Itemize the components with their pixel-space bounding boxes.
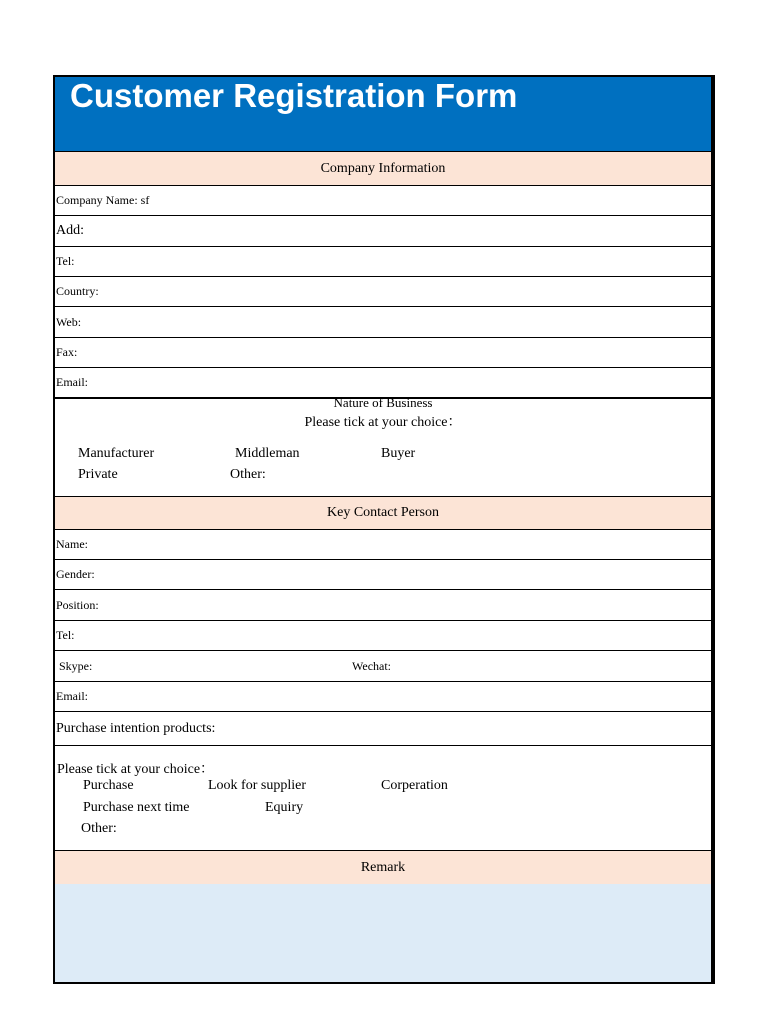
registration-form: [53, 75, 715, 984]
option-other[interactable]: Other:: [81, 821, 117, 836]
option-look-for-supplier[interactable]: Look for supplier: [208, 778, 306, 793]
contact-position-row[interactable]: [55, 590, 711, 621]
option-corperation[interactable]: Corperation: [381, 778, 448, 793]
contact-name-row[interactable]: [55, 529, 711, 560]
form-title: Customer Registration Form: [70, 77, 518, 114]
company-email-label: Email:: [56, 375, 88, 389]
contact-gender-label: Gender:: [56, 567, 95, 581]
option-private[interactable]: Private: [78, 467, 118, 482]
company-address-row[interactable]: [55, 216, 711, 247]
option-middleman[interactable]: Middleman: [235, 446, 300, 461]
option-purchase-next-time[interactable]: Purchase next time: [83, 800, 190, 815]
section-key-contact-person: [55, 496, 711, 530]
section-title: Remark: [360, 859, 406, 875]
company-name-label: Company Name: sf: [56, 192, 150, 207]
option-manufacturer[interactable]: Manufacturer: [78, 446, 155, 461]
purchase-instruction: Please tick at your choice：: [57, 762, 215, 777]
company-address-label: Add:: [56, 223, 84, 238]
contact-tel-label: Tel:: [56, 628, 75, 642]
title-bar: [55, 77, 711, 153]
company-tel-row[interactable]: [55, 247, 711, 277]
nature-instruction: Please tick at your choice：: [304, 415, 462, 430]
purchase-intention-row[interactable]: [55, 712, 711, 746]
nature-heading: Nature of Business: [333, 395, 433, 410]
company-country-row[interactable]: [55, 277, 711, 307]
company-country-label: Country:: [56, 284, 99, 298]
remark-input-area[interactable]: [55, 884, 711, 982]
option-buyer[interactable]: Buyer: [381, 446, 416, 461]
purchase-choice-block: [55, 746, 711, 850]
section-title: Company Information: [320, 160, 446, 176]
contact-gender-row[interactable]: [55, 560, 711, 590]
nature-of-business-block: [55, 395, 711, 496]
contact-skype-label: Skype:: [59, 658, 93, 673]
company-web-row[interactable]: [55, 307, 711, 338]
option-other[interactable]: Other:: [230, 467, 266, 482]
option-equiry[interactable]: Equiry: [265, 800, 304, 815]
company-name-row[interactable]: [55, 185, 711, 216]
contact-tel-row[interactable]: [55, 621, 711, 651]
contact-position-label: Position:: [56, 597, 99, 612]
purchase-intention-label: Purchase intention products:: [56, 720, 216, 736]
option-purchase[interactable]: Purchase: [83, 778, 134, 793]
contact-email-label: Email:: [56, 689, 88, 703]
contact-skype-wechat-row[interactable]: [55, 651, 711, 682]
contact-name-label: Name:: [56, 536, 88, 551]
company-web-label: Web:: [56, 314, 82, 329]
section-company-information: [55, 151, 711, 186]
company-fax-label: Fax:: [56, 345, 78, 359]
section-title: Key Contact Person: [327, 505, 439, 520]
company-tel-label: Tel:: [56, 254, 75, 268]
contact-email-row[interactable]: [55, 682, 711, 712]
contact-wechat-label: Wechat:: [352, 658, 392, 673]
company-fax-row[interactable]: [55, 338, 711, 368]
section-remark: [55, 850, 711, 885]
